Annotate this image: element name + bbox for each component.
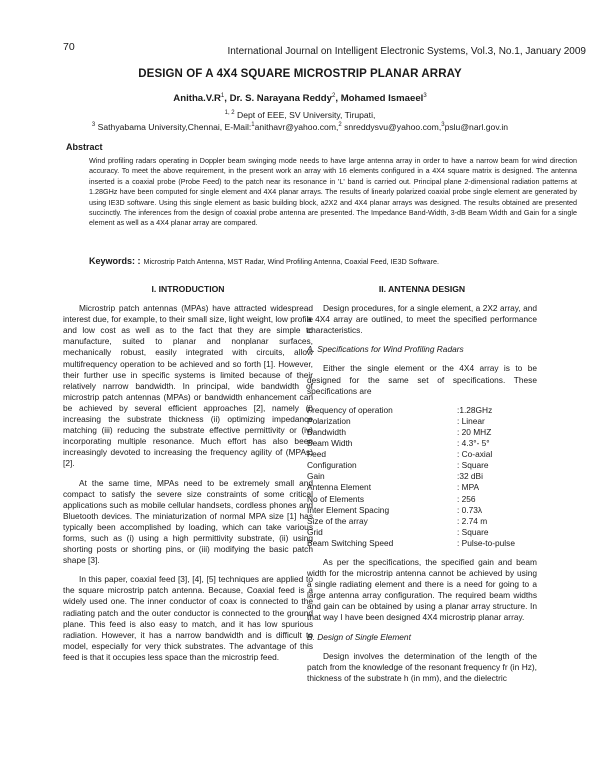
section-heading-introduction: I. INTRODUCTION bbox=[151, 284, 225, 294]
paragraph: Microstrip patch antennas (MPAs) have attracted widespread interest due, for example, to their small size, light weight, low profile and low cost as well as to the fact that they are simple to manufacture, suited to planar and nonplanar surfaces, mechanically robust, easily integrated with circuits, allow multifrequency operation to be achieved and so forth [1]. However, their further use in specific systems is limited because of their relatively narrow bandwidth. In principal, wide bandwidth of microstrip patch antennas (MPAs) or bandwidth enhancement can be achieved by several efficient approaches [2], namely (i) increasing the substrate thickness (ii) optimizing impedance matching (iii) reducing the substrate effective permittivity or (iv) incorporating multiple resonance. Much effort has also been increasingly devoted to increasing the frequency agility of (MPAs) [2]. bbox=[63, 303, 313, 469]
spec-row bbox=[307, 460, 537, 471]
spec-key: Size of the array bbox=[307, 515, 368, 526]
spec-key: Beam Width bbox=[307, 438, 353, 449]
abstract-heading: Abstract bbox=[66, 142, 103, 152]
spec-row bbox=[307, 505, 537, 516]
left-column bbox=[63, 284, 313, 671]
keywords-label: Keywords: : bbox=[89, 256, 141, 266]
email-link[interactable]: pslu@narl.gov.in bbox=[444, 121, 509, 132]
spec-key: No of Elements bbox=[307, 493, 365, 504]
email-link[interactable]: snreddysvu@yahoo.com, bbox=[344, 121, 442, 132]
spec-key: Beam Switching Speed bbox=[307, 537, 394, 548]
spec-value: : MPA bbox=[457, 482, 480, 493]
right-column bbox=[307, 284, 537, 692]
spec-value: : Linear bbox=[457, 415, 485, 426]
specifications-table bbox=[307, 405, 537, 549]
author-sup: 1 bbox=[220, 93, 225, 99]
author-list: $Anitha.V.R^1$, Dr. S. Narayana Reddy$^2$, Mohamed Ismaeel$^3$ bbox=[173, 93, 427, 105]
affiliation-text: Dept of EEE, SV University, Tirupati, bbox=[237, 109, 376, 120]
author-sup: 3 bbox=[423, 93, 427, 99]
affiliation-sup: 3 bbox=[91, 122, 96, 128]
spec-key: Gain bbox=[307, 471, 325, 482]
spec-value: : 4.3°- 5° bbox=[457, 438, 490, 449]
spec-key: Configuration bbox=[307, 460, 357, 471]
page-number: 70 bbox=[63, 41, 75, 53]
keywords-text: Microstrip Patch Antenna, MST Radar, Wind Profiling Antenna, Coaxial Feed, IE3D Software. bbox=[143, 257, 440, 266]
spec-row bbox=[307, 449, 537, 460]
paper-title: DESIGN OF A 4X4 SQUARE MICROSTRIP PLANAR ARRAY bbox=[138, 68, 462, 80]
spec-row bbox=[307, 471, 537, 482]
spec-key: Inter Element Spacing bbox=[307, 504, 390, 515]
paragraph: Design involves the determination of the length of the patch from the knowledge of the resonant frequency fr (in Hz), thickness of the substrate h (in mm), and the dielectric bbox=[307, 650, 537, 683]
journal-header: International Journal on Intelligent Electronic Systems, Vol.3, No.1, January 2009 bbox=[227, 46, 586, 57]
spec-value: : Square bbox=[457, 526, 489, 537]
spec-key: Feed bbox=[307, 449, 327, 460]
affiliation-2: $^3$ Sathyabama University,Chennai, E-Mail:$^1$anithavr@yahoo.com,$^2$ snreddysvu@yahoo.com,$^3$pslu@narl.gov.in bbox=[91, 121, 509, 132]
spec-row bbox=[307, 416, 537, 427]
spec-row bbox=[307, 494, 537, 505]
spec-value: :1.28GHz bbox=[457, 404, 493, 415]
spec-row bbox=[307, 405, 537, 416]
spec-key: Frequency of operation bbox=[307, 404, 393, 415]
spec-value: : Co-axial bbox=[457, 449, 493, 460]
author-name: Anitha.V.R bbox=[173, 93, 221, 105]
abstract-text: Wind profiling radars operating in Doppler beam swinging mode needs to have large antenna array in order to have a narrow beam for wind direction accuracy. To meet the above requirement, in the present work an array with 16 elements configured in a 4X4 square matrix is designed. The antenna inserted is a coaxial probe (Probe Feed) to the patch near its resonance in 'L' band is carried out. Principal plane 2-dimensional radiation patterns at 1.28GHz have been computed for single element and 4X4 planar arrays. The results of linearly polarized coaxial probe single element are generated by using IE3D software. Using this single element as basic building block, a2X2 and 4X4 planar arrays was designed. The results obtained are presented succinctly. The inferences from the design of coaxial probe antenna are presented. The Impedance Band-Width, 3-dB Beam Width and Gain for a single element as well as a 4X4 planar array are compared. bbox=[89, 156, 577, 228]
spec-value: : Square bbox=[457, 460, 489, 471]
spec-row bbox=[307, 516, 537, 527]
spec-value: : 2.74 m bbox=[457, 515, 488, 526]
spec-row bbox=[307, 427, 537, 438]
spec-value: : 0.73λ bbox=[457, 504, 483, 515]
spec-value: : Pulse-to-pulse bbox=[457, 537, 515, 548]
paragraph: At the same time, MPAs need to be extremely small and compact to satisfy the severe size constraints of some critical applications such as mobile cellular handsets, cordless phones and Bluetooth devices. The miniaturization of normal MPA size [1] has typically been accomplished by loading, which can take various forms, such as (i) using a high permittivity substrate, (ii) using shorting posts or shorting pins, or (iii) modifying the basic patch shape [3]. bbox=[63, 477, 313, 566]
abstract-body bbox=[89, 156, 577, 229]
spec-value: : 20 MHZ bbox=[457, 426, 492, 437]
spec-key: Bandwidth bbox=[307, 426, 346, 437]
spec-row bbox=[307, 438, 537, 449]
paragraph: Either the single element or the 4X4 array is to be designed for the same set of specifications. These specifications are bbox=[307, 363, 537, 396]
spec-row bbox=[307, 527, 537, 538]
paragraph: Design procedures, for a single element, a 2X2 array, and a 4X4 array are outlined, to meet the specified performance characteristics. bbox=[307, 303, 537, 336]
spec-value: : 256 bbox=[457, 493, 476, 504]
author-name: Dr. S. Narayana Reddy bbox=[229, 93, 332, 105]
spec-key: Grid bbox=[307, 526, 323, 537]
paragraph: In this paper, coaxial feed [3], [4], [5] techniques are applied to the square microstrip patch antenna. Because, Coaxial feed is a widely used one. The inner conductor of coax is connected to the radiating patch and the outer conductor is connected to the ground plane. This feed is also easy to match, and it has low spurious radiation. However, it has a narrow bandwidth and is difficult to model, especially for very thick substrates. The advantage of this feed is that it occupies less space than the microstrip feed. bbox=[63, 574, 313, 662]
spec-value: :32 dBi bbox=[457, 471, 483, 482]
paragraph: As per the specifications, the specified gain and beam width for the microstrip antenna cannot be achieved by using a single radiating element and there is a need for going to a large antenna array configuration. The required beam widths and gain can be obtained by using a planar array structure. In that way I have been designed 4X4 microstrip planar array. bbox=[307, 556, 537, 623]
affiliation-text: Sathyabama University,Chennai, E-Mail: bbox=[97, 121, 252, 132]
keywords bbox=[89, 256, 439, 266]
spec-row bbox=[307, 538, 537, 549]
affiliation-sup: 1, 2 bbox=[224, 110, 235, 116]
subheading-specifications: A. Specifications for Wind Profiling Radars bbox=[307, 344, 464, 355]
spec-key: Antenna Element bbox=[307, 482, 372, 493]
spec-key: Polarization bbox=[307, 415, 351, 426]
section-heading-antenna-design: II. ANTENNA DESIGN bbox=[378, 284, 466, 294]
author-sup: 2 bbox=[332, 93, 336, 99]
subheading-single-element: B. Design of Single Element bbox=[307, 631, 411, 642]
author-name: Mohamed Ismaeel bbox=[340, 93, 424, 105]
spec-row bbox=[307, 482, 537, 493]
email-link[interactable]: anithavr@yahoo.com, bbox=[254, 121, 339, 132]
